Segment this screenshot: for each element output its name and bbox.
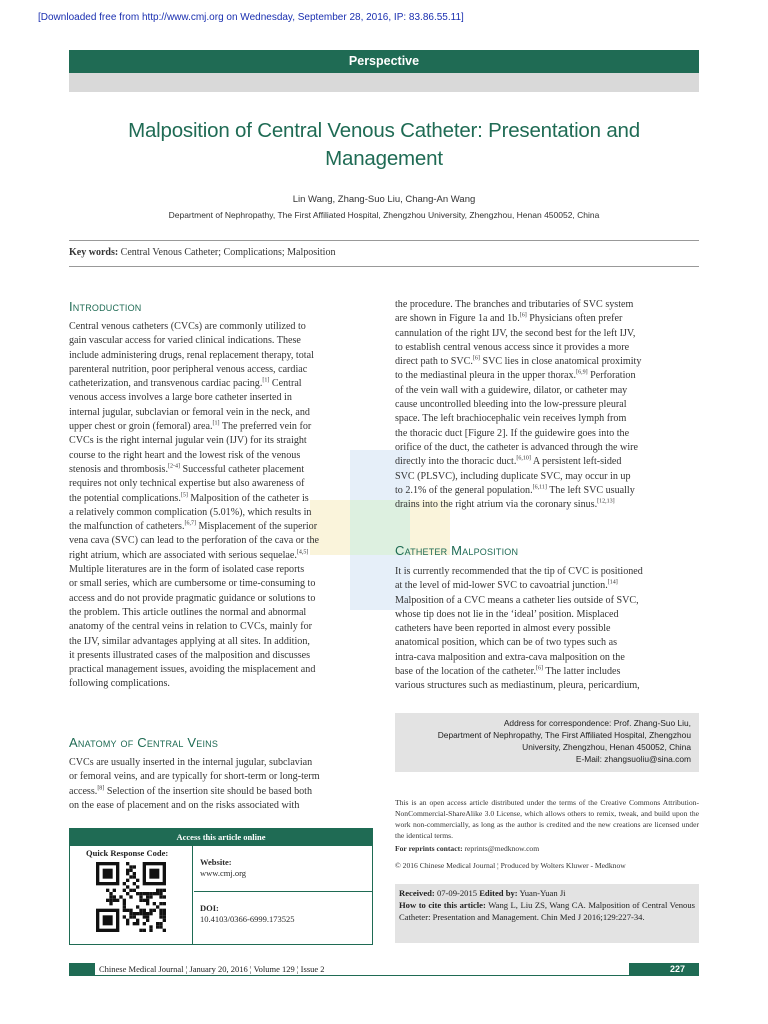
heading-introduction: Introduction (69, 299, 142, 314)
text-line: base of the location of the catheter.[6] The latter includes (395, 665, 621, 678)
text-line: upper chest or groin (femoral) area.[1] The preferred vein for (69, 420, 312, 433)
text-line: gain vascular access for varied clinical indications. These (69, 335, 301, 347)
right-column-text (395, 298, 699, 512)
edited-label: Edited by: (479, 888, 518, 898)
text-line: orifice of the duct, the catheter is advanced through the wire (395, 441, 638, 453)
keywords-label: Key words: (69, 247, 119, 258)
received-date: 07-09-2015 (434, 888, 480, 898)
article-title (69, 117, 699, 173)
website-link[interactable]: www.cmj.org (200, 868, 247, 878)
text-line: vena cava (SVC) can lead to the perforation of the cava or the (69, 535, 319, 547)
text-line: parenteral nutrition, poor peripheral venous access, cardiac (69, 363, 308, 375)
text-line: access and do not provide pragmatic guidance or solutions to (69, 592, 316, 604)
qr-section (70, 846, 193, 944)
text-line: anatomical position, which can be of two types such as (395, 637, 618, 649)
text-line: internal jugular, subclavian or femoral vein in the neck, and (69, 406, 310, 418)
address-line: University, Zhengzhou, Henan 450052, China (522, 742, 691, 752)
correspondence-box (395, 713, 699, 772)
text-line: a relatively common complication (5.01%), which results in (69, 506, 312, 518)
website-label: Website: (200, 857, 232, 867)
affiliation: Department of Nephropathy, The First Affiliated Hospital, Zhengzhou University, Zhengzhou, Henan 450052, China (168, 210, 600, 220)
copyright-note: © 2016 Chinese Medical Journal ¦ Produced by Wolters Kluwer - Medknow (395, 861, 626, 870)
reprints-email[interactable]: reprints@medknow.com (462, 844, 540, 853)
text-line: the malfunction of catheters.[6,7] Misplacement of the superior (69, 520, 318, 533)
keywords-text: Central Venous Catheter; Complications; Malposition (118, 247, 336, 258)
text-line: Multiple literatures are in the form of isolated case reports (69, 564, 305, 576)
doi-value[interactable]: 10.4103/0366-6999.173525 (200, 914, 295, 924)
website-row (194, 846, 372, 892)
text-line: It is currently recommended that the tip of CVC is positioned (395, 566, 643, 577)
text-line: direct path to SVC.[6] SVC lies in close anatomical proximity (395, 355, 642, 368)
text-line: the problem. This article outlines the normal and abnormal (69, 606, 307, 618)
text-line: or femoral veins, and are typically for short-term or long-term (69, 771, 320, 783)
text-line: are shown in Figure 1a and 1b.[6] Physicians often prefer (395, 312, 623, 325)
page-number: 227 (629, 963, 699, 976)
text-line: or small series, which are cumbersome or time-consuming to (69, 578, 316, 590)
introduction-text (69, 320, 373, 692)
text-line: practical management issues, avoiding the misplacement and (69, 664, 316, 676)
catheter-text (395, 565, 699, 694)
text-line: following complications. (69, 678, 170, 690)
text-line: directly into the thoracic duct.[6,10] A persistent left-sided (395, 455, 622, 468)
access-details (194, 846, 372, 944)
title-line-2: Management (325, 147, 443, 170)
qr-label: Quick Response Code: (86, 848, 169, 858)
text-line: Malposition of a CVC means a catheter lies outside of SVC, (395, 594, 639, 606)
text-line: space. The left brachiocephalic vein receives lymph from (395, 413, 627, 425)
text-line: include administering drugs, renal replacement therapy, total (69, 349, 314, 361)
section-label: Perspective (69, 50, 699, 73)
text-line: on the ease of placement and on the risks associated with (69, 799, 300, 811)
license-note: This is an open access article distributed under the terms of the Creative Commons Attribution-NonCommercial-ShareAlike 3.0 License, which allows others to remix, tweak, and build upon the work non-commercially, as long as the author is credited and the new creations are licensed under the identical terms. (395, 798, 699, 840)
text-line: anatomy of the central veins in relation to CVCs, mainly for (69, 621, 313, 633)
text-line: at the level of mid-lower SVC to cavoatrial junction.[14] (395, 579, 618, 592)
doi-label: DOI: (200, 903, 219, 913)
text-line: right atrium, which are associated with serious sequelae.[4,5] (69, 549, 309, 561)
access-article-box (69, 828, 373, 945)
text-line: intra-cava malposition and extra-cava malposition on the (395, 651, 625, 663)
reprints-note (395, 843, 699, 854)
text-line: whose tip does not lie in the ‘ideal’ position. Misplaced (395, 608, 619, 620)
text-line: stenosis and thrombosis.[2-4] Successful catheter placement (69, 463, 305, 475)
text-line: Central venous catheters (CVCs) are commonly utilized to (69, 321, 306, 332)
text-line: access.[8] Selection of the insertion site should be based both (69, 785, 313, 797)
divider (69, 266, 699, 267)
text-line: SVC (PLSVC), including duplicate SVC, may occur in up (395, 470, 631, 482)
text-line: venous access involves a large bore catheter inserted in (69, 392, 292, 404)
address-line: Address for correspondence: Prof. Zhang-Suo Liu, (503, 718, 691, 728)
text-line: it presents illustrated cases of the malposition and discusses (69, 649, 311, 661)
text-line: CVCs is the right internal jugular vein (IJV) for its straight (69, 435, 307, 447)
divider (69, 240, 699, 241)
header-band (69, 73, 699, 92)
text-line: various structures such as mediastinum, pleura, pericardium, (395, 680, 640, 692)
text-line: course to the right heart and the lowest risk of the venous (69, 449, 301, 461)
title-line-1: Malposition of Central Venous Catheter: Presentation and (128, 119, 640, 142)
text-line: drains into the right atrium via the coronary sinus.[12,13] (395, 498, 615, 511)
text-line: CVCs are usually inserted in the internal jugular, subclavian (69, 757, 313, 768)
address-line: E-Mail: zhangsuoliu@sina.com (575, 754, 691, 764)
footer-accent (69, 963, 95, 976)
text-line: requires not only technical expertise but also awareness of (69, 478, 305, 490)
access-header: Access this article online (70, 829, 372, 846)
text-line: the IJV, similar advantages applying at all sites. In addition, (69, 635, 310, 647)
text-line: to 2.1% of the general population.[6,11] The left SVC usually (395, 484, 635, 496)
received-box (395, 884, 699, 943)
download-notice: [Downloaded free from http://www.cmj.org on Wednesday, September 28, 2016, IP: 83.86.55.11] (38, 12, 464, 23)
cite-label: How to cite this article: (399, 900, 486, 910)
cite-text: Wang L, Liu ZS, Wang CA. Malposition of Central Venous Catheter: Presentation and Management. Chin Med J 2016;129:227-34. (399, 900, 695, 922)
doi-row (194, 893, 372, 943)
text-line: catheters have been reported in almost every possible (395, 623, 611, 635)
heading-catheter-malposition: Catheter Malposition (395, 543, 519, 558)
text-line: to establish central venous access since it provides a more (395, 341, 630, 353)
edited-by: Yuan-Yuan Ji (517, 888, 566, 898)
heading-anatomy: Anatomy of Central Veins (69, 735, 219, 750)
anatomy-text (69, 756, 373, 813)
reprints-label: For reprints contact: (395, 844, 463, 853)
received-label: Received: (399, 888, 435, 898)
text-line: cannulation of the right IJV, the second best for the left IJV, (395, 327, 636, 339)
authors: Lin Wang, Zhang-Suo Liu, Chang-An Wang (292, 194, 476, 205)
keywords (69, 247, 335, 258)
address-line: Department of Nephropathy, The First Affiliated Hospital, Zhengzhou (437, 730, 691, 740)
text-line: to the mediastinal pleura in the upper thorax.[6,9] Perforation (395, 370, 636, 382)
text-line: catheterization, and transvenous cardiac pacing.[1] Central (69, 377, 302, 390)
qr-code-icon[interactable] (96, 862, 166, 932)
footer-journal: Chinese Medical Journal ¦ January 20, 2016 ¦ Volume 129 ¦ Issue 2 (69, 963, 629, 976)
text-line: the thoracic duct [Figure 2]. If the guidewire goes into the (395, 427, 630, 439)
text-line: of the vein wall with a guidewire, dilator, or catheter may (395, 384, 628, 396)
text-line: the procedure. The branches and tributaries of SVC system (395, 299, 634, 310)
text-line: cause uncontrolled bleeding into the low-pressure pleural (395, 399, 627, 411)
text-line: the potential complications.[5] Malposition of the catheter is (69, 492, 309, 504)
